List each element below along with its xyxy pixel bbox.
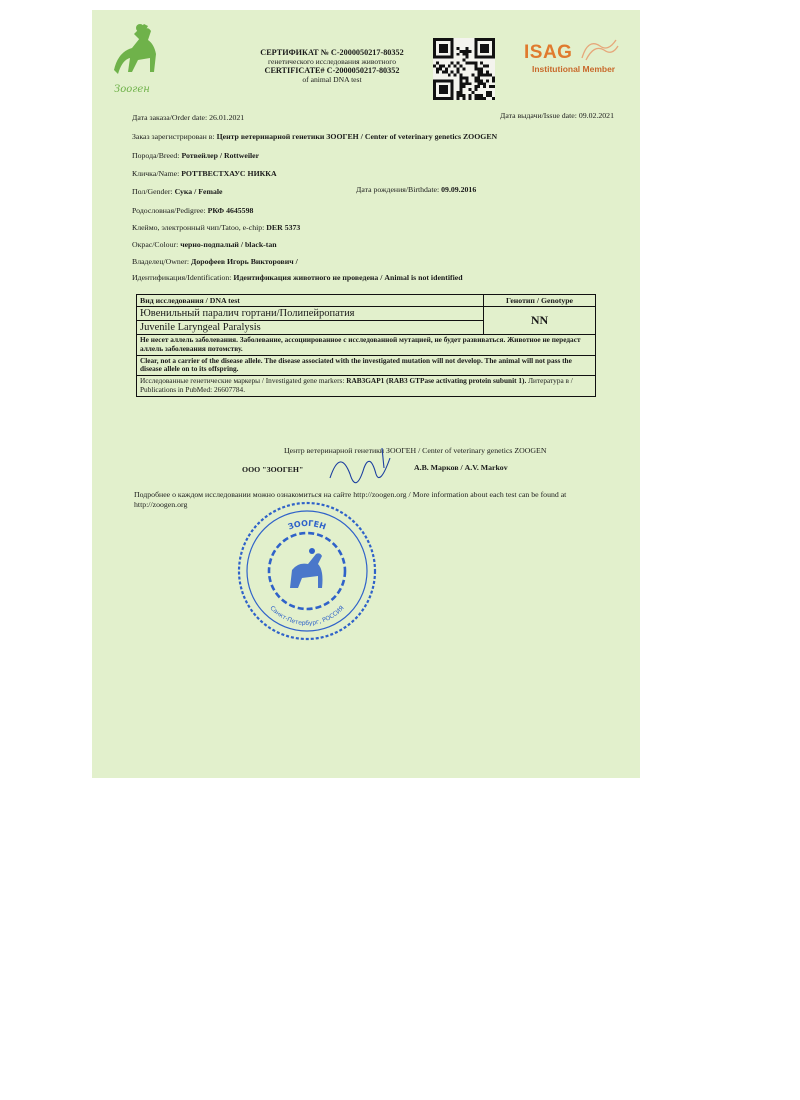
markers-value: RAB3GAP1 (RAB3 GTPase activating protein subunit 1).	[346, 376, 527, 385]
pedigree-row	[132, 206, 253, 215]
signature-center: Центр ветеринарной генетики ЗООГЕН / Center of veterinary genetics ZOOGEN	[284, 446, 547, 455]
signature-org: ООО "ЗООГЕН"	[242, 465, 304, 474]
isag-swirl-icon	[578, 36, 622, 62]
breed-row	[132, 151, 259, 160]
name-value: РОТТВЕСТХАУС НИККА	[181, 169, 277, 178]
cert-title-en: CERTIFICATE# C-2000050217-80352	[264, 66, 400, 75]
name-label: Кличка/Name:	[132, 169, 180, 178]
table-row	[137, 307, 596, 321]
identification-row	[132, 273, 463, 282]
owner-label: Владелец/Owner:	[132, 257, 190, 266]
svg-text:ЗООГЕН	[287, 519, 327, 532]
table-row	[137, 335, 596, 356]
dna-test-table	[136, 294, 596, 397]
name-row	[132, 169, 277, 178]
gender-value: Сука / Female	[174, 187, 223, 196]
order-date	[132, 113, 244, 122]
qr-code-icon	[432, 38, 496, 100]
isag-wordmark: ISAG	[524, 42, 573, 63]
breed-value: Ротвейлер / Rottweiler	[181, 151, 260, 160]
birthdate-label: Дата рождения/Birthdate:	[356, 185, 440, 194]
cert-subtitle-en: of animal DNA test	[302, 75, 362, 84]
logo-wordmark: Зооген	[114, 84, 150, 95]
owner-row	[132, 257, 298, 266]
birthdate-row	[356, 185, 476, 194]
publications-label: Литература в / Publications in PubMed:	[140, 376, 573, 394]
cert-title-ru: СЕРТИФИКАТ № С-2000050217-80352	[260, 48, 404, 57]
issue-date-label: Дата выдачи/Issue date:	[500, 111, 577, 120]
tattoo-value: DER 5373	[266, 223, 301, 232]
registered-row	[132, 132, 497, 141]
stamp-top-text: ЗООГЕН	[286, 518, 328, 532]
signature-person: А.В. Марков / A.V. Markov	[414, 463, 508, 472]
tattoo-label: Клеймо, электронный чип/Tatoo, e-chip:	[132, 223, 265, 232]
test-name-en: Juvenile Laryngeal Paralysis	[137, 321, 484, 335]
isag-member-label: Institutional Member	[532, 64, 616, 74]
zoogen-round-stamp-icon	[232, 496, 382, 646]
registered-label: Заказ зарегистрирован в:	[132, 132, 215, 141]
stamp-bottom-text: Санкт-Петербург, РОССИЯ	[268, 604, 346, 628]
markers-label: Исследованные генетические маркеры / Investigated gene markers:	[140, 376, 345, 385]
table-row	[137, 355, 596, 376]
tattoo-row	[132, 223, 300, 232]
result-ru: Не несет аллель заболевания. Заболевание, ассоциированное с исследованной мутацией, не будет развиваться. Животное не передаст аллель заболевания потомству.	[137, 335, 596, 356]
isag-badge	[524, 34, 634, 84]
order-date-label: Дата заказа/Order date:	[132, 113, 208, 122]
col-genotype-header: Генотип / Genotype	[484, 295, 596, 307]
cert-subtitle-ru: генетического исследования животного	[267, 57, 396, 66]
colour-value: черно-подпалый / black-tan	[180, 240, 277, 249]
more-info-text: Подробнее о каждом исследовании можно ознакомиться на сайте http://zoogen.org / More information about each test can be found at http://zoogen.org	[134, 490, 567, 509]
table-row	[137, 376, 596, 397]
publications-value: 26607784.	[214, 384, 246, 394]
owner-value: Дорофеев Игорь Викторович /	[191, 257, 298, 266]
result-en: Clear, not a carrier of the disease allele. The disease associated with the investigated mutation will not develop. The animal will not pass the disease allele on to its offspring.	[137, 355, 596, 376]
identification-value: Идентификация животного не проведена / Animal is not identified	[233, 273, 463, 282]
registered-value: Центр ветеринарной генетики ЗООГЕН / Center of veterinary genetics ZOOGEN	[216, 132, 498, 141]
issue-date-value: 09.02.2021	[578, 111, 614, 120]
test-name-ru: Ювенильный паралич гортани/Полипейропатия	[137, 307, 484, 321]
breed-label: Порода/Breed:	[132, 151, 180, 160]
order-date-value: 26.01.2021	[209, 113, 245, 122]
identification-label: Идентификация/Identification:	[132, 273, 232, 282]
gender-label: Пол/Gender:	[132, 187, 173, 196]
col-test-header: Вид исследования / DNA test	[137, 295, 484, 307]
colour-row	[132, 240, 277, 249]
colour-label: Окрас/Colour:	[132, 240, 179, 249]
markers-cell	[137, 376, 596, 397]
issue-date	[500, 111, 614, 120]
certificate-sheet	[92, 10, 640, 778]
table-header-row	[137, 295, 596, 307]
pedigree-value: РКФ 4645598	[207, 206, 254, 215]
genotype-value: NN	[484, 307, 596, 335]
birthdate-value: 09.09.2016	[441, 185, 477, 194]
pedigree-label: Родословная/Pedigree:	[132, 206, 206, 215]
certificate-heading	[242, 48, 422, 84]
gender-row	[132, 187, 222, 196]
